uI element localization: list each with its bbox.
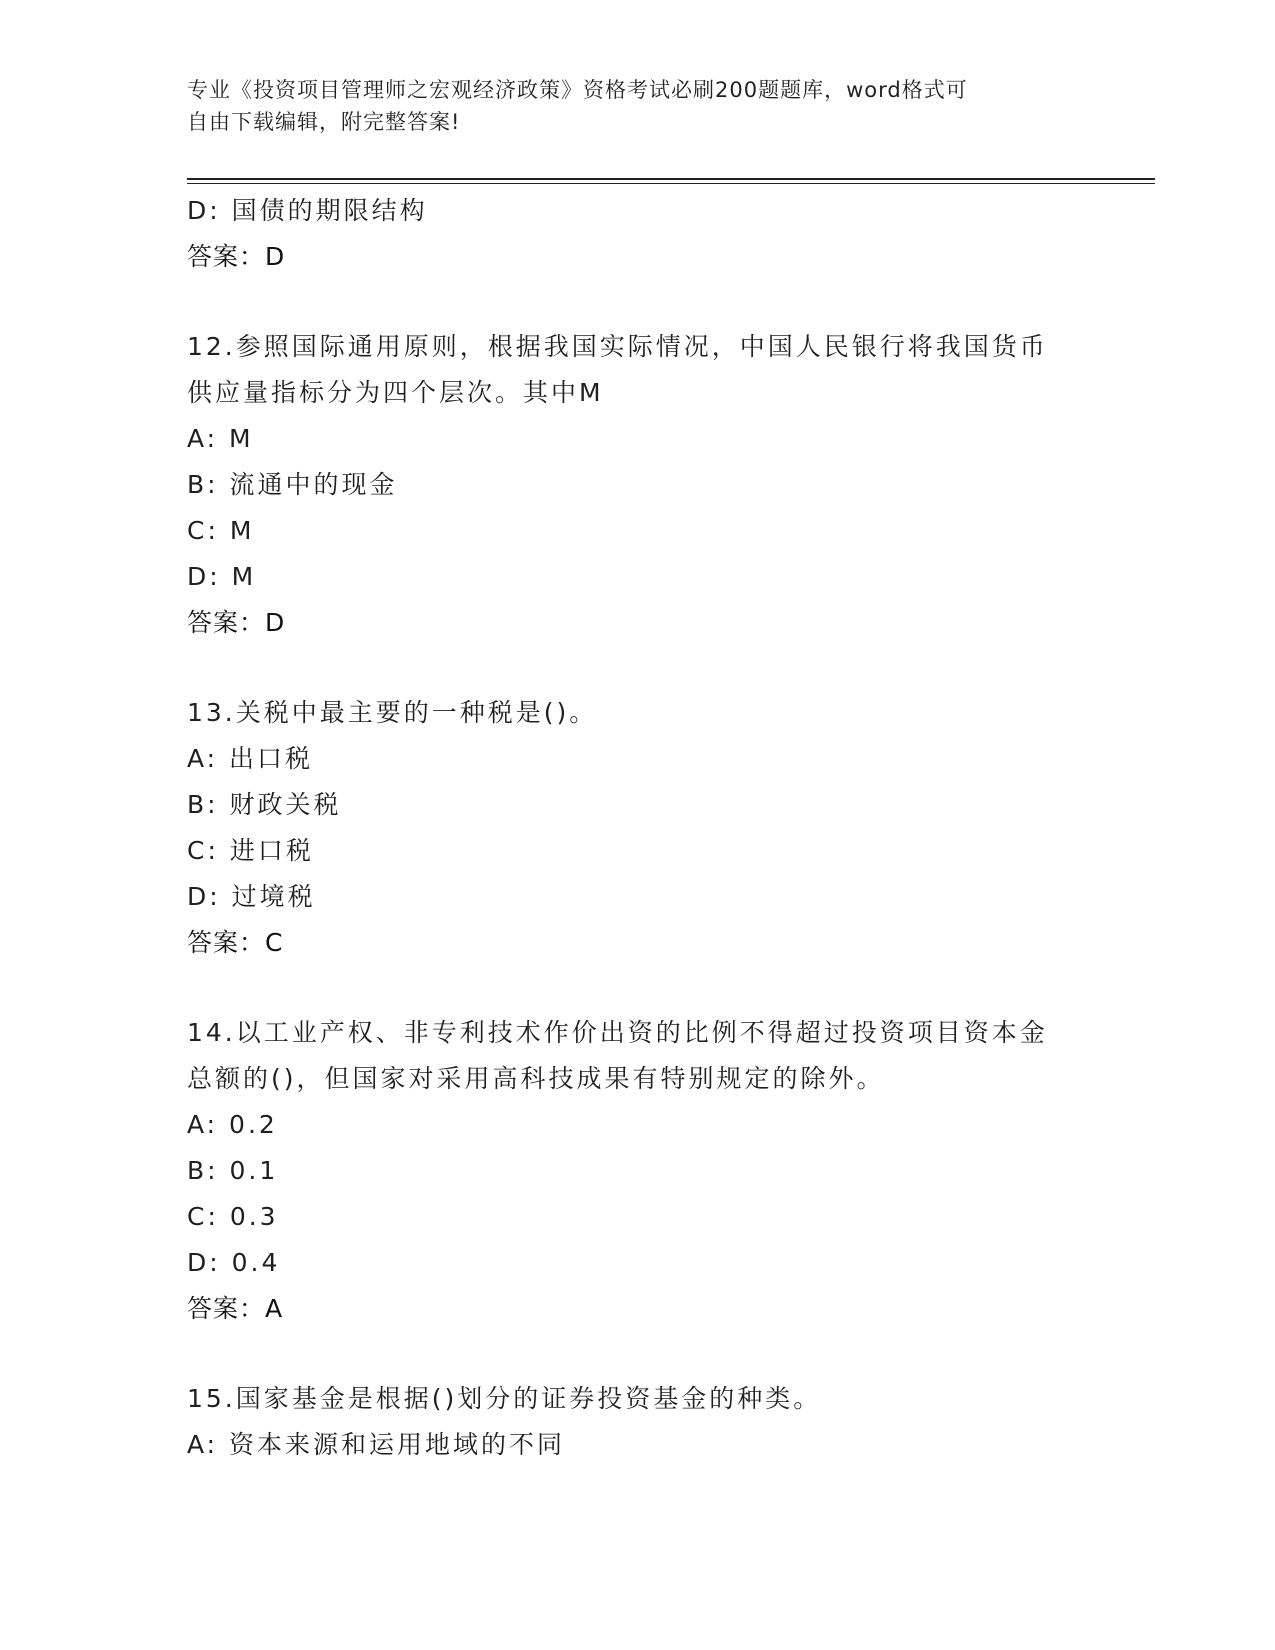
question-block-14 — [187, 1010, 1127, 1332]
answer-line: 答案：A — [187, 1294, 284, 1323]
question-block-13 — [187, 690, 1127, 966]
answer-line: 答案：D — [187, 242, 286, 271]
question-stem: 15.国家基金是根据()划分的证券投资基金的种类。 — [187, 1384, 822, 1413]
option-a: A: 出口税 — [187, 744, 314, 773]
header-divider-thick — [187, 178, 1155, 180]
option-c: C: M — [187, 516, 255, 545]
option-d: D: 国债的期限结构 — [187, 196, 428, 225]
option-c: C: 0.3 — [187, 1202, 279, 1231]
question-block-12 — [187, 324, 1127, 646]
option-d: D: 0.4 — [187, 1248, 281, 1277]
question-stem-continued: 总额的()，但国家对采用高科技成果有特别规定的除外。 — [187, 1064, 885, 1093]
header-line-1: 专业《投资项目管理师之宏观经济政策》资格考试必刷200题题库，word格式可 — [187, 78, 968, 102]
question-block-15 — [187, 1376, 1127, 1468]
document-header — [187, 74, 1087, 138]
option-d: D: 过境税 — [187, 882, 316, 911]
question-stem: 13.关税中最主要的一种税是()。 — [187, 698, 598, 727]
answer-line: 答案：C — [187, 928, 284, 957]
question-stem-continued: 供应量指标分为四个层次。其中M — [187, 378, 604, 407]
option-b: B: 0.1 — [187, 1156, 279, 1185]
question-stem: 12.参照国际通用原则，根据我国实际情况，中国人民银行将我国货币 — [187, 332, 1048, 361]
option-c: C: 进口税 — [187, 836, 314, 865]
header-divider-thin — [187, 183, 1155, 184]
answer-line: 答案：D — [187, 608, 286, 637]
question-list — [187, 188, 1127, 1468]
option-a: A: M — [187, 424, 254, 453]
header-line-2: 自由下载编辑，附完整答案! — [187, 110, 461, 134]
option-d: D: M — [187, 562, 257, 591]
option-a: A: 资本来源和运用地域的不同 — [187, 1430, 566, 1459]
option-b: B: 财政关税 — [187, 790, 342, 819]
option-a: A: 0.2 — [187, 1110, 278, 1139]
option-b: B: 流通中的现金 — [187, 470, 398, 499]
question-block-prev — [187, 188, 1127, 280]
question-stem: 14.以工业产权、非专利技术作价出资的比例不得超过投资项目资本金 — [187, 1018, 1048, 1047]
